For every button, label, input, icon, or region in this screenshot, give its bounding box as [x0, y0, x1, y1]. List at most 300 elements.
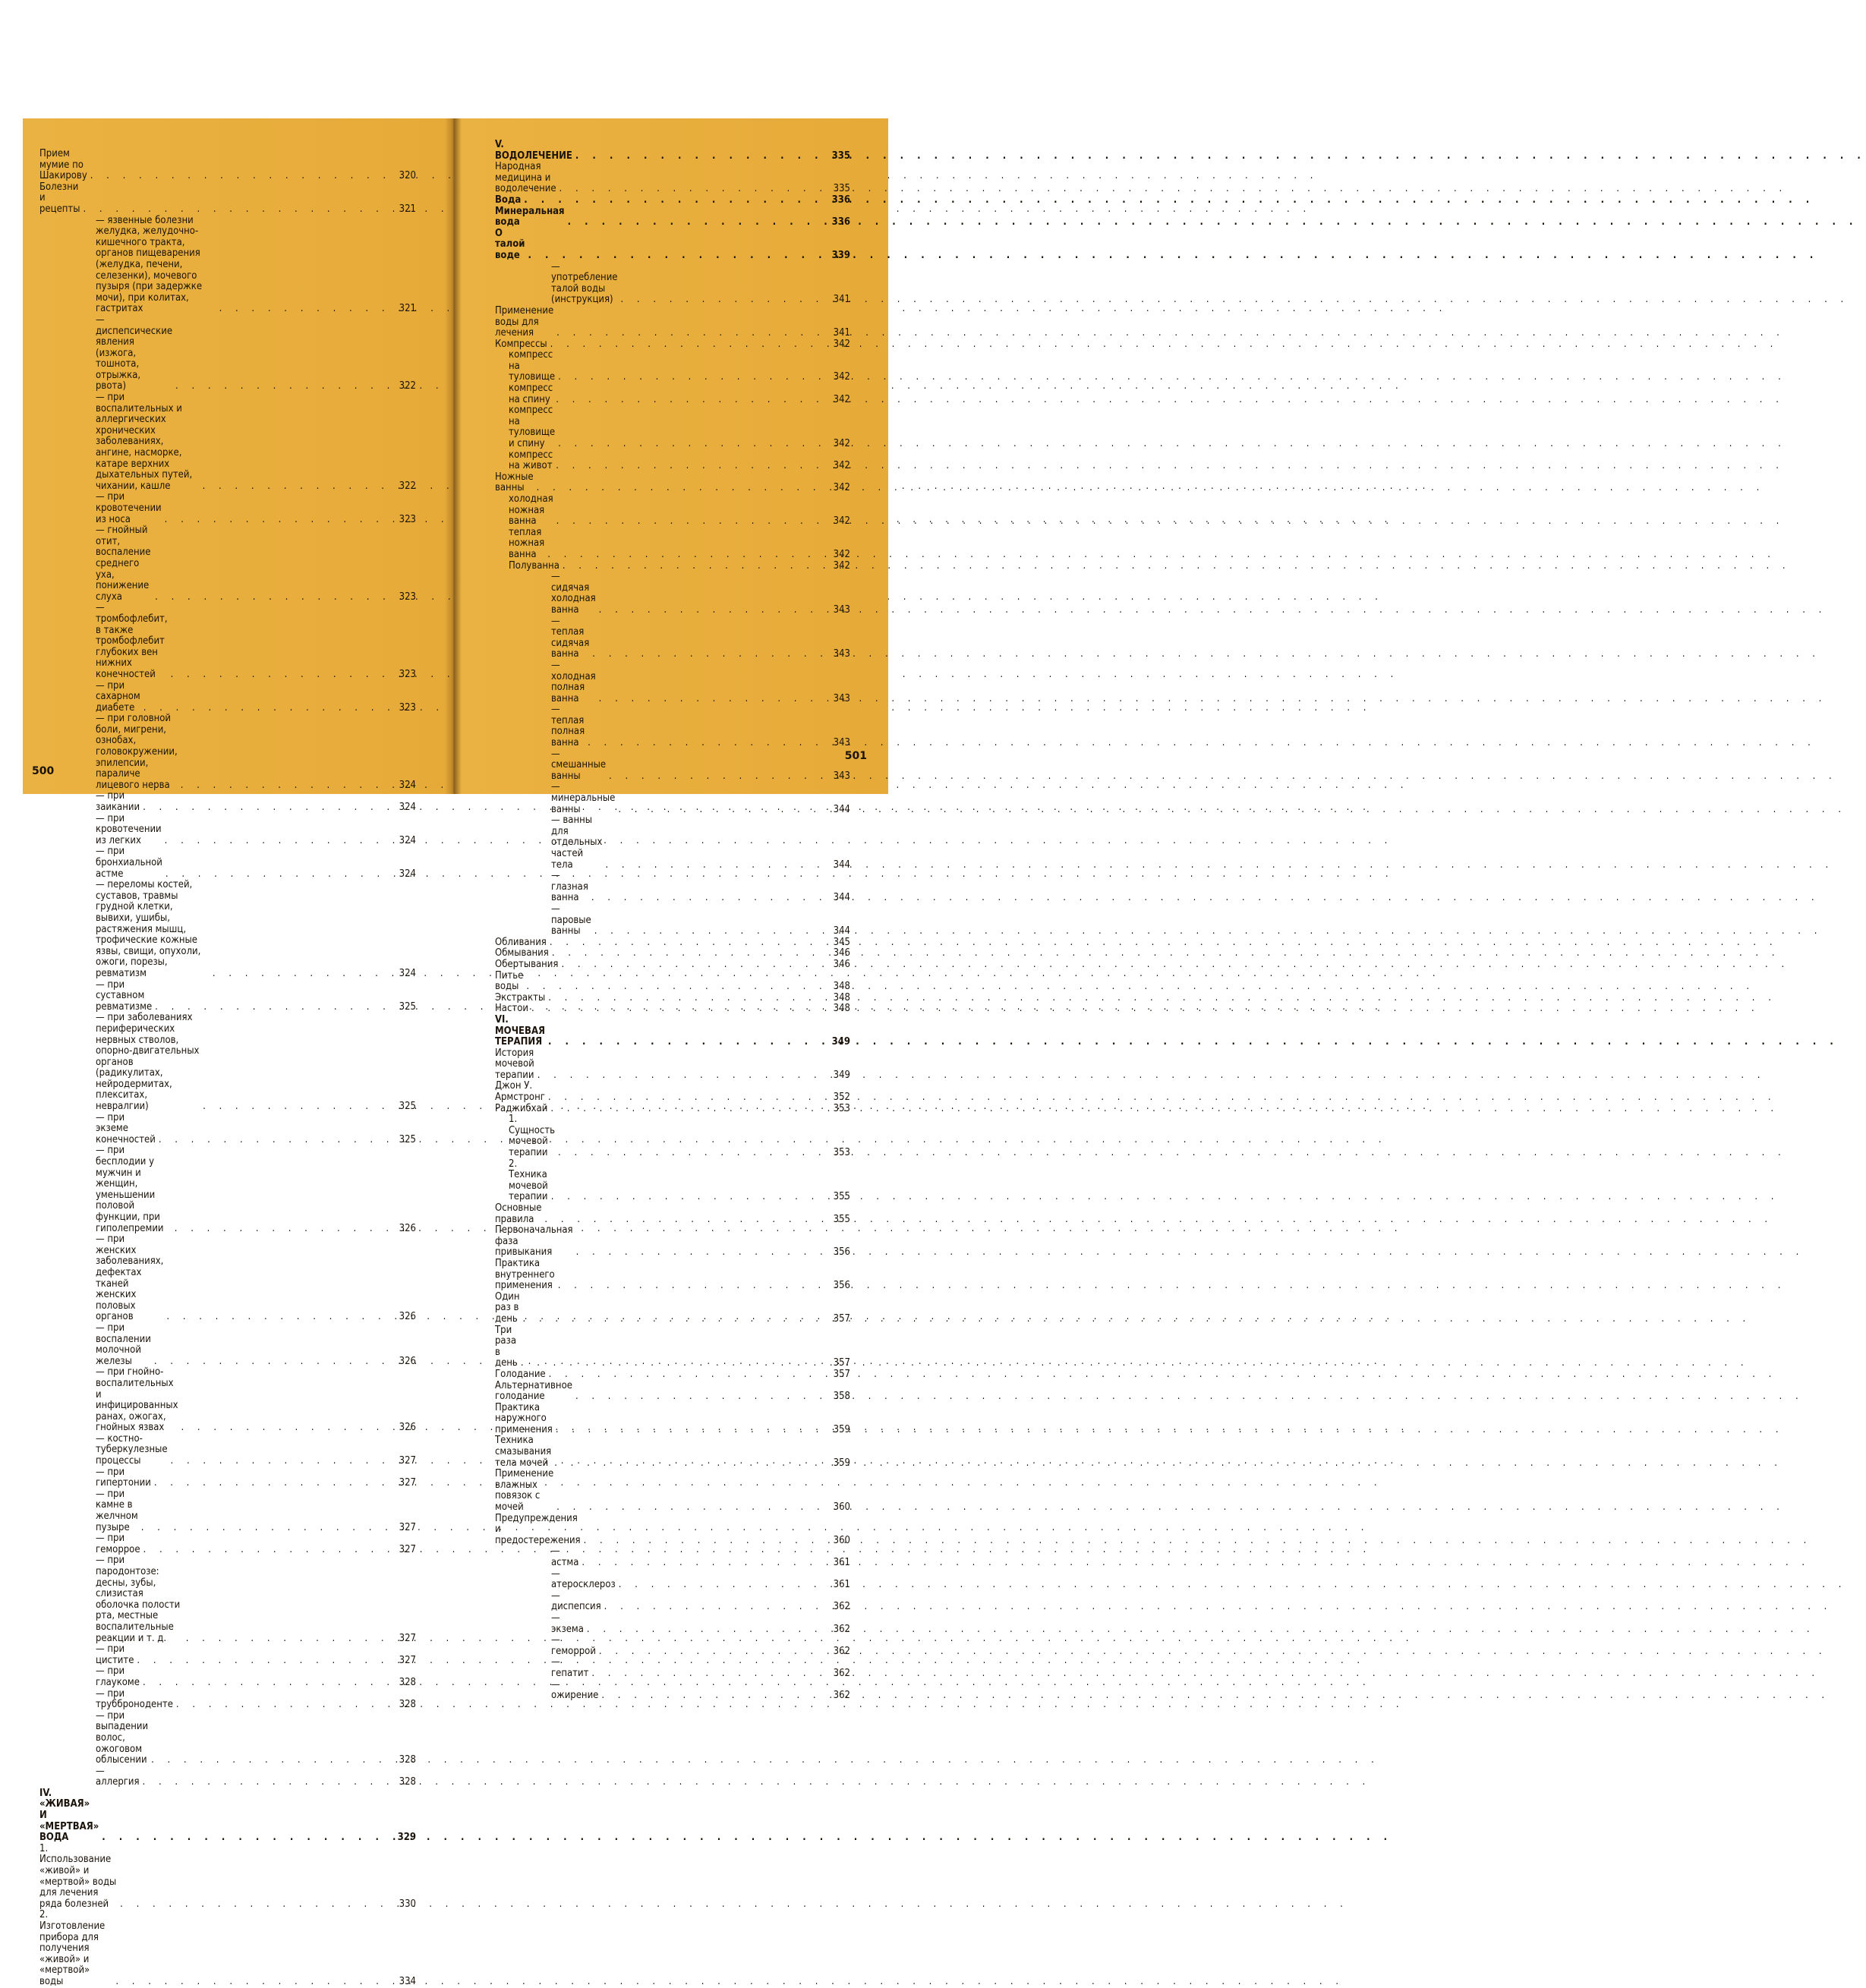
toc-entry	[495, 405, 850, 449]
dot-leader	[537, 1070, 827, 1082]
toc-entry-title: — при глаукоме	[96, 1665, 140, 1688]
toc-entry-page: 344	[833, 925, 850, 937]
toc-entry-title: Народная медицина и водолечение	[495, 161, 556, 195]
toc-entry-page: 349	[833, 1069, 850, 1081]
toc-entry-page: 342	[833, 515, 850, 528]
toc-entry-page: 361	[833, 1557, 850, 1568]
dot-leader	[213, 969, 393, 980]
toc-entry-title: компресс на спину	[509, 383, 556, 405]
toc-entry	[495, 1104, 850, 1115]
dot-leader	[143, 1777, 393, 1788]
toc-entry-title: 2. Изготовление прибора для получения «живой» и «мертвой» воды	[39, 1909, 108, 1987]
toc-entry-title: — при выпадении волос, ожоговом облысении	[96, 1709, 151, 1766]
toc-entry-page: 348	[833, 1003, 850, 1015]
toc-entry-page: 327	[399, 1521, 416, 1533]
toc-entry-title: — переломы костей, суставов, травмы грудной клетки, вывихи, ушибы, растяжения мышц, трофические кожные язвы, свищи, опухоли, ожоги, порезы, ревматизм	[96, 879, 204, 979]
toc-entry-title: 1. Использование «живой» и «мертвой» воды для лечения ряда болезней	[39, 1842, 120, 1910]
toc-entry	[495, 1546, 850, 1568]
dot-leader	[176, 1700, 393, 1711]
toc-entry	[495, 1469, 850, 1513]
toc-entry-title: — при воспалении молочной железы	[96, 1322, 154, 1367]
toc-entry-page: 335	[831, 150, 850, 162]
toc-entry-page: 323	[399, 701, 416, 714]
toc-entry-title: — при пародонтозе: десны, зубы, слизистая оболочка полости рта, местные воспалительные реакции и т. д.	[96, 1555, 183, 1644]
dot-leader	[558, 1148, 827, 1159]
toc-entry	[495, 1369, 850, 1381]
toc-entry	[39, 1367, 416, 1434]
toc-entry	[495, 339, 850, 351]
dot-leader	[550, 1104, 827, 1115]
toc-entry	[39, 880, 416, 979]
toc-entry-page: 343	[833, 692, 850, 704]
toc-entry-page: 342	[833, 559, 850, 572]
toc-entry-title: — сидячая холодная ванна	[551, 571, 599, 616]
toc-entry-title: холодная ножная ванна	[509, 493, 556, 528]
dot-leader	[181, 780, 393, 792]
toc-entry-page: 325	[399, 1000, 416, 1013]
toc-entry-page: 326	[399, 1355, 416, 1367]
toc-entry-title: Джон У. Армстронг	[495, 1080, 545, 1104]
toc-entry-title: Предупреждения и предостережения	[495, 1512, 581, 1546]
toc-entry-title: — теплая полная ванна	[551, 704, 588, 749]
dot-leader	[601, 1690, 827, 1702]
toc-entry-title: Вода	[495, 194, 522, 206]
toc-entry-page: 342	[833, 548, 850, 560]
toc-entry	[39, 1234, 416, 1323]
toc-entry-page: 323	[399, 513, 416, 525]
toc-entry	[495, 1403, 850, 1436]
toc-entry	[495, 1657, 850, 1679]
toc-entry-page: 343	[833, 770, 850, 782]
dot-leader	[141, 1523, 393, 1534]
dot-leader	[143, 1678, 393, 1689]
toc-entry	[39, 1467, 416, 1489]
dot-leader	[175, 1224, 393, 1235]
dot-leader	[552, 948, 827, 959]
toc-entry-page: 324	[399, 967, 416, 979]
toc-entry-title: Обмывания	[495, 947, 549, 959]
toc-entry-page: 362	[833, 1623, 850, 1635]
toc-entry-title: — при гнойно-воспалительных и инфицированных ранах, ожогах, гнойных язвах	[96, 1366, 181, 1434]
toc-entry-title: Питье воды	[495, 969, 527, 993]
dot-leader	[548, 1037, 827, 1048]
toc-entry	[495, 140, 850, 162]
dot-leader	[556, 1502, 827, 1514]
dot-leader	[549, 1369, 827, 1381]
toc-entry-page: 358	[833, 1391, 850, 1403]
toc-entry	[495, 782, 850, 815]
toc-entry	[39, 1434, 416, 1467]
toc-entry-page: 342	[833, 482, 850, 494]
toc-entry-title: Минеральная вода	[495, 205, 568, 228]
toc-entry-title: — геморрой	[551, 1634, 596, 1657]
toc-entry-page: 343	[833, 648, 850, 660]
dot-leader	[526, 981, 827, 993]
toc-entry	[39, 1788, 416, 1844]
toc-entry	[39, 1533, 416, 1555]
toc-entry-page: 360	[833, 1501, 850, 1514]
dot-leader	[556, 461, 827, 472]
toc-entry-title: компресс на живот	[509, 449, 556, 472]
dot-leader	[604, 1602, 827, 1613]
toc-entry-page: 335	[833, 183, 850, 195]
toc-entry-page: 328	[399, 1676, 416, 1688]
toc-entry-title: Ножные ванны	[495, 471, 537, 494]
dot-leader	[587, 1624, 827, 1636]
toc-entry	[39, 1766, 416, 1788]
toc-entry	[495, 1613, 850, 1635]
dot-leader	[528, 250, 827, 262]
toc-entry-title: — при трубброноденте	[96, 1687, 173, 1711]
toc-entry	[39, 1323, 416, 1367]
dot-leader	[548, 1092, 827, 1104]
toc-entry-page: 326	[399, 1311, 416, 1323]
toc-entry-page: 323	[399, 591, 416, 603]
toc-entry-title: Практика наружного применения	[495, 1401, 553, 1435]
toc-entry-title: — холодная полная ванна	[551, 659, 599, 704]
toc-entry-title: — при бесплодии у мужчин и женщин, уменьшении половой функции, при гиполепремии	[96, 1145, 164, 1234]
toc-entry-title: Обливания	[495, 936, 547, 948]
toc-entry-page: 362	[833, 1690, 850, 1702]
toc-entry-page: 328	[399, 1699, 416, 1711]
toc-entry-title: — при воспалительных и аллергических хронических заболеваниях, ангине, насморке, катаре верхних дыхательных путей, чихании, кашле	[96, 392, 195, 492]
toc-entry	[495, 472, 850, 494]
toc-entry	[495, 993, 850, 1004]
toc-entry-page: 325	[399, 1133, 416, 1145]
toc-entry-page: 322	[399, 380, 416, 392]
toc-entry-title: V. ВОДОЛЕЧЕНИЕ	[495, 139, 572, 162]
toc-entry-title: — при гипертонии	[96, 1466, 151, 1489]
toc-entry	[39, 525, 416, 603]
toc-entry	[495, 162, 850, 195]
toc-entry-title: — диспепсические явления (изжога, тошнота, отрыжка, рвота)	[96, 313, 175, 392]
toc-entry-page: 357	[833, 1312, 850, 1325]
toc-entry-title: — при кровотечении из легких	[96, 812, 165, 846]
toc-entry	[495, 704, 850, 748]
dot-leader	[591, 1668, 827, 1680]
dot-leader	[143, 703, 393, 714]
dot-leader	[550, 937, 827, 949]
toc-entry-title: Голодание	[495, 1368, 546, 1380]
dot-leader	[83, 204, 393, 216]
dot-leader	[599, 694, 827, 705]
dot-leader	[165, 515, 393, 526]
toc-entry	[39, 714, 416, 791]
toc-entry-title: Компрессы	[495, 338, 547, 350]
toc-entry	[39, 603, 416, 680]
toc-entry-page: 356	[833, 1246, 850, 1259]
toc-entry-title: — при камне в желчном пузыре	[96, 1488, 141, 1533]
toc-entry	[39, 216, 416, 315]
toc-entry-title: — смешанные ванны	[551, 748, 609, 782]
toc-entry	[495, 1203, 850, 1225]
dot-leader	[561, 959, 827, 971]
dot-leader	[556, 1425, 827, 1436]
toc-entry-title: — теплая сидячая ванна	[551, 615, 592, 660]
toc-entry	[495, 1635, 850, 1657]
toc-entry-page: 320	[399, 170, 416, 182]
toc-entry-title: Обертывания	[495, 958, 559, 970]
toc-entry-page: 327	[399, 1455, 416, 1467]
left-page	[23, 118, 452, 1987]
toc-entry	[495, 1015, 850, 1048]
toc-entry-page: 355	[833, 1191, 850, 1203]
dot-leader	[584, 1536, 827, 1547]
dot-leader	[568, 217, 827, 228]
toc-entry	[39, 1910, 416, 1987]
dot-leader	[90, 171, 393, 182]
toc-entry	[495, 959, 850, 971]
toc-entry-title: теплая ножная ванна	[509, 526, 547, 560]
dot-leader	[619, 1580, 827, 1591]
toc-entry	[39, 1711, 416, 1766]
toc-entry-title: — язвенные болезни желудка, желудочно-кишечного тракта, органов пищеварения (желудка, печени, селезенки), мочевого пузыря (при задержке мочи), при колитах, гастритах	[96, 214, 205, 315]
toc-entry-title: — при геморрое	[96, 1533, 140, 1555]
dot-leader	[159, 1135, 393, 1146]
toc-entry	[39, 1689, 416, 1711]
toc-entry	[495, 1225, 850, 1259]
toc-entry	[495, 948, 850, 959]
toc-entry-page: 348	[833, 981, 850, 993]
toc-entry-title: — при бронхиальной астме	[96, 846, 165, 880]
toc-entry	[39, 1113, 416, 1146]
toc-entry-title: Основные правила	[495, 1202, 545, 1225]
toc-entry-page: 324	[399, 779, 416, 791]
toc-entry-title: — при экземе конечностей	[96, 1111, 156, 1145]
dot-leader	[544, 1215, 827, 1226]
toc-entry-page: 345	[833, 936, 850, 948]
toc-entry-page: 342	[833, 393, 850, 405]
toc-entry-page: 342	[833, 338, 850, 350]
dot-leader	[181, 1422, 394, 1434]
toc-entry-title: Альтернативное голодание	[495, 1379, 575, 1403]
toc-entry	[495, 528, 850, 561]
toc-entry-page: 324	[399, 834, 416, 846]
dot-leader	[165, 869, 393, 881]
dot-leader	[563, 561, 827, 572]
toc-entry-title: — употребление талой воды (инструкция)	[551, 260, 621, 306]
dot-leader	[548, 993, 827, 1004]
toc-entry	[495, 1292, 850, 1325]
toc-entry	[39, 392, 416, 492]
dot-leader	[143, 802, 393, 814]
dot-leader	[155, 1002, 393, 1013]
toc-entry	[495, 1680, 850, 1702]
dot-leader	[115, 1977, 393, 1988]
toc-entry-title: Прием мумие по Шакирову	[39, 148, 87, 182]
toc-entry-title: VI. МОЧЕВАЯ ТЕРАПИЯ	[495, 1013, 549, 1048]
toc-entry	[495, 206, 850, 228]
toc-entry-page: 362	[833, 1645, 850, 1657]
dot-leader	[575, 151, 827, 162]
toc-entry	[495, 572, 850, 616]
toc-entry-page: 327	[399, 1654, 416, 1666]
toc-entry	[39, 1644, 416, 1666]
toc-entry-page: 359	[833, 1423, 850, 1435]
page-number-left: 500	[32, 765, 55, 777]
toc-entry-page: 360	[833, 1534, 850, 1546]
toc-entry-title: Экстракты	[495, 991, 546, 1003]
toc-entry	[39, 791, 416, 813]
toc-entry	[39, 1145, 416, 1234]
right-page	[452, 118, 888, 1702]
toc-entry	[39, 681, 416, 714]
toc-entry-title: О талой воде	[495, 227, 528, 261]
dot-leader	[554, 1458, 827, 1470]
toc-entry-page: 341	[833, 294, 850, 306]
toc-entry	[495, 1381, 850, 1403]
dot-leader	[151, 1755, 393, 1766]
toc-entry	[495, 1435, 850, 1469]
toc-entry	[495, 1591, 850, 1613]
toc-entry-title: — при кровотечении из носа	[96, 491, 165, 525]
dot-leader	[576, 1247, 827, 1259]
toc-entry-title: IV. «ЖИВАЯ» И «МЕРТВАЯ» ВОДА	[39, 1787, 102, 1844]
toc-entry	[495, 616, 850, 660]
toc-entry-page: 336	[831, 194, 850, 206]
toc-entry-page: 326	[399, 1422, 416, 1434]
dot-leader	[594, 926, 827, 937]
toc-entry-page: 349	[831, 1036, 850, 1048]
dot-leader	[599, 1646, 827, 1658]
toc-entry	[39, 492, 416, 525]
toc-entry-title: Первоначальная фаза привыкания	[495, 1224, 576, 1259]
toc-entry-page: 327	[399, 1477, 416, 1489]
dot-leader	[155, 592, 393, 603]
dot-leader	[175, 381, 393, 392]
toc-entry-page: 361	[833, 1579, 850, 1591]
toc-entry-page: 327	[399, 1632, 416, 1644]
dot-leader	[537, 483, 827, 494]
dot-leader	[599, 605, 827, 616]
toc-entry-title: — при цистите	[96, 1643, 134, 1666]
toc-entry	[495, 1003, 850, 1015]
dot-leader	[620, 295, 827, 306]
toc-entry-page: 346	[833, 947, 850, 959]
toc-entry-page: 321	[399, 203, 416, 215]
toc-entry-title: Практика внутреннего применения	[495, 1257, 558, 1292]
dot-leader	[171, 669, 393, 681]
toc-entry-title: — при сахарном диабете	[96, 679, 143, 714]
toc-entry	[39, 980, 416, 1013]
toc-entry-title: — аллергия	[96, 1765, 140, 1788]
toc-entry-page: 341	[833, 327, 850, 339]
dot-leader	[143, 1545, 393, 1556]
toc-entry-page: 346	[833, 958, 850, 970]
dot-leader	[523, 1314, 827, 1325]
toc-entry-page: 348	[833, 991, 850, 1003]
dot-leader	[558, 1281, 827, 1292]
toc-entry-page: 359	[833, 1457, 850, 1469]
toc-entry-page: 328	[399, 1754, 416, 1766]
page-number-right: 501	[844, 750, 867, 762]
toc-entry-page: 342	[833, 371, 850, 383]
toc-entry-title: — гнойный отит, воспаление среднего уха, понижение слуха	[96, 525, 154, 603]
toc-entry-page: 362	[833, 1667, 850, 1679]
toc-entry-title: Техника смазывания тела мочей	[495, 1435, 554, 1469]
toc-entry-page: 357	[833, 1357, 850, 1369]
dot-leader	[203, 1101, 393, 1113]
toc-entry	[39, 315, 416, 392]
dot-leader	[558, 439, 827, 450]
dot-leader	[618, 805, 827, 816]
toc-entry-title: 1. Сущность мочевой терапии	[509, 1114, 558, 1159]
toc-entry-page: 352	[833, 1092, 850, 1104]
toc-entry-title: компресс на туловище и спину	[509, 405, 558, 450]
toc-entry-page: 342	[833, 438, 850, 450]
toc-entry-page: 342	[833, 460, 850, 472]
toc-entry	[39, 1555, 416, 1644]
toc-entry-page: 357	[833, 1368, 850, 1380]
toc-entry	[39, 1844, 416, 1911]
toc-entry-page: 353	[833, 1102, 850, 1114]
book-spread	[23, 118, 888, 1987]
toc-entry-page: 355	[833, 1213, 850, 1225]
toc-entry	[495, 660, 850, 704]
toc-entry	[39, 182, 416, 216]
dot-leader	[531, 1003, 827, 1015]
dot-leader	[102, 1832, 393, 1844]
toc-entry-title: — при заболеваниях периферических нервных стволов, опорно-двигательных органов (радикулитах, нейродермитах, плекситах, невралгии)	[96, 1012, 203, 1113]
toc-entry-title: История мочевой терапии	[495, 1047, 537, 1081]
dot-leader	[521, 1358, 827, 1369]
toc-entry-title: Один раз в день	[495, 1290, 523, 1325]
toc-entry-title: — ванны для отдельных частей тела	[551, 814, 606, 871]
toc-entry-title: — при заикании	[96, 790, 140, 814]
toc-entry-page: 344	[833, 859, 850, 871]
toc-entry	[495, 195, 850, 206]
toc-entry-page: 334	[399, 1975, 416, 1987]
toc-entry	[495, 1259, 850, 1292]
toc-entry-title: — тромбофлебит, в также тромбофлебит глубоких вен нижних конечностей	[96, 602, 171, 680]
toc-entry	[39, 149, 416, 182]
toc-entry-title: — гепатит	[551, 1656, 589, 1679]
toc-list-right	[495, 140, 850, 1702]
toc-entry-title: — ожирение	[551, 1678, 599, 1702]
dot-leader	[203, 481, 393, 493]
toc-entry-page: 321	[399, 303, 416, 315]
toc-entry	[495, 306, 850, 339]
toc-entry	[495, 904, 850, 937]
toc-entry	[495, 871, 850, 904]
toc-entry	[495, 1514, 850, 1547]
toc-entry-title: Болезни и рецепты	[39, 181, 82, 215]
toc-entry-title: — экзема	[551, 1612, 584, 1635]
dot-leader	[592, 649, 827, 660]
toc-entry-page: 356	[833, 1280, 850, 1292]
toc-entry-title: — при головной боли, мигрени, ознобах, головокружении, эпилепсии, параличе лицевого нерва	[96, 713, 181, 791]
toc-entry	[495, 494, 850, 528]
toc-entry	[495, 971, 850, 993]
toc-list-left	[39, 149, 416, 1988]
toc-entry-title: Три раза в день	[495, 1324, 519, 1369]
toc-entry-title: — костно-туберкулезные процессы	[96, 1432, 171, 1467]
toc-entry-title: Настои	[495, 1003, 528, 1015]
dot-leader	[219, 304, 393, 315]
dot-leader	[609, 771, 827, 783]
dot-leader	[547, 550, 827, 561]
toc-entry	[39, 846, 416, 880]
toc-entry-title: — диспепсия	[551, 1589, 601, 1613]
toc-entry	[39, 1666, 416, 1688]
toc-entry-page: 336	[831, 216, 850, 228]
toc-entry-title: — астма	[551, 1545, 579, 1568]
toc-entry-title: — при суставном ревматизме	[96, 978, 153, 1013]
dot-leader	[556, 328, 827, 339]
dot-leader	[558, 372, 827, 383]
dot-leader	[171, 1456, 393, 1467]
toc-entry	[495, 450, 850, 472]
